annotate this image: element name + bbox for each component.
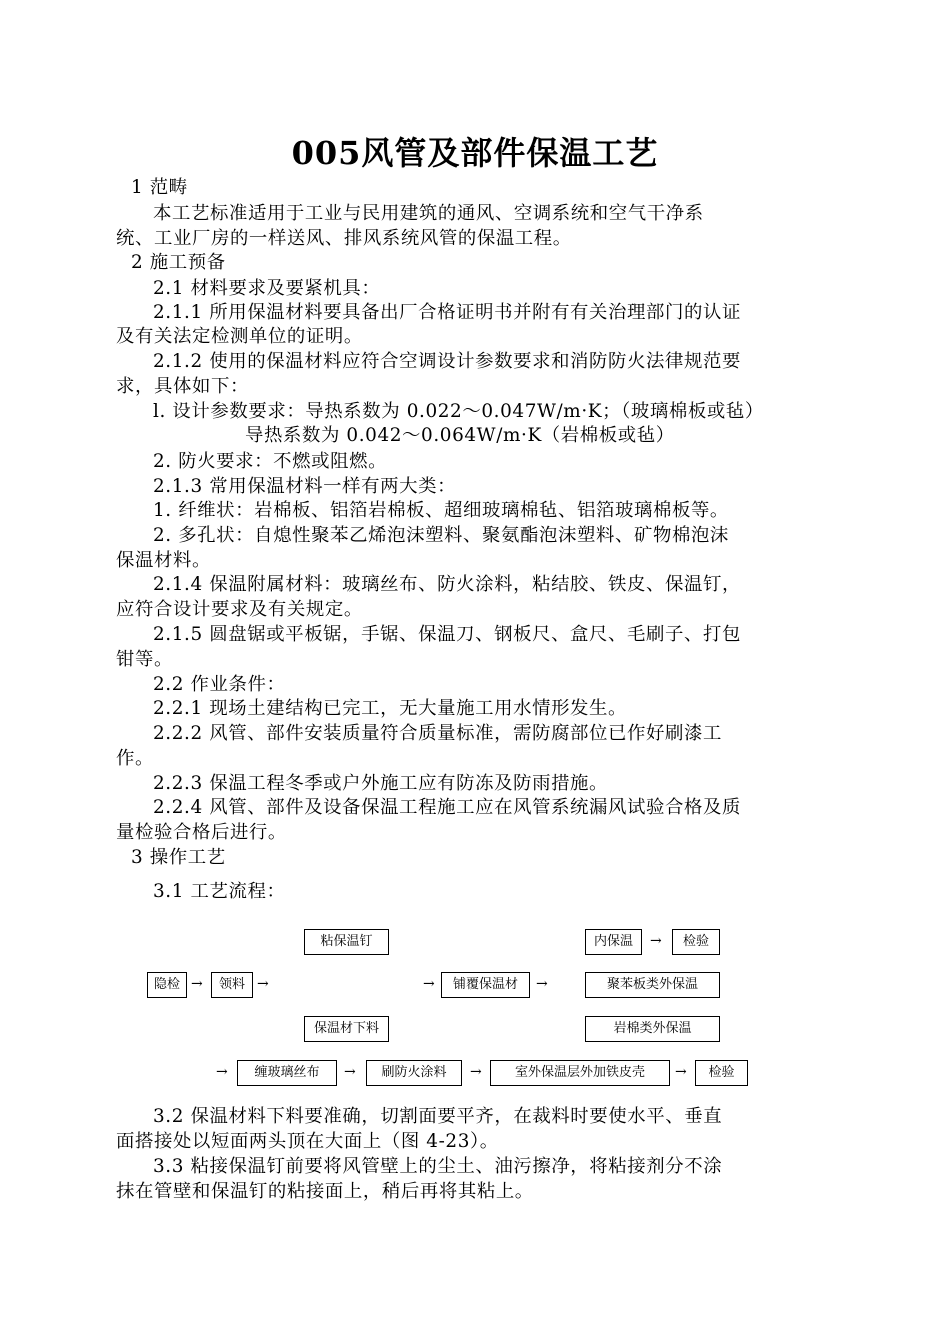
- paragraph-line: 导热系数为 0.042～0.064W/m·K（岩棉板或毡）: [245, 425, 675, 446]
- subsection-heading: 2.2 作业条件：: [153, 674, 286, 695]
- paragraph-line: 2.2.4 风管、部件及设备保温工程施工应在风管系统漏风试验合格及质: [153, 797, 741, 818]
- paragraph-line: 求，具体如下：: [116, 376, 249, 397]
- flow-step-box: 内保温: [585, 929, 642, 955]
- paragraph-line: 量检验合格后进行。: [116, 822, 287, 843]
- flow-step-box: 室外保温层外加铁皮壳: [490, 1060, 670, 1086]
- flow-arrow: →: [344, 1064, 356, 1080]
- paragraph-line: 钳等。: [116, 649, 173, 670]
- paragraph-line: 2. 多孔状：自熄性聚苯乙烯泡沫塑料、聚氨酯泡沫塑料、矿物棉泡沫: [153, 525, 729, 546]
- paragraph-line: 2.1.3 常用保温材料一样有两大类：: [153, 476, 457, 497]
- paragraph-line: 2.1.1 所用保温材料要具备出厂合格证明书并附有有关治理部门的认证: [153, 302, 741, 323]
- paragraph-line: 抹在管壁和保温钉的粘接面上，稍后再将其粘上。: [116, 1181, 534, 1202]
- flow-step-box: 领料: [211, 972, 253, 998]
- flow-arrow: →: [650, 933, 662, 949]
- flow-arrow: →: [536, 976, 548, 992]
- paragraph-line: 2. 防火要求：不燃或阻燃。: [153, 451, 388, 472]
- flow-arrow: →: [470, 1064, 482, 1080]
- paragraph-line: 面搭接处以短面两头顶在大面上（图 4-23）。: [116, 1131, 499, 1152]
- flow-step-box: 检验: [695, 1060, 748, 1086]
- flow-arrow: →: [216, 1064, 228, 1080]
- flow-step-box: 缠玻璃丝布: [237, 1060, 337, 1086]
- paragraph-line: l. 设计参数要求：导热系数为 0.022～0.047W/m·K；（玻璃棉板或毡）: [153, 401, 764, 422]
- paragraph-line: 2.2.1 现场土建结构已完工，无大量施工用水情形发生。: [153, 698, 628, 719]
- flow-step-box: 保温材下料: [304, 1016, 389, 1042]
- section-heading: 3 操作工艺: [131, 847, 226, 868]
- paragraph-line: 应符合设计要求及有关规定。: [116, 599, 363, 620]
- flow-step-box: 岩棉类外保温: [585, 1016, 720, 1042]
- paragraph-line: 2.1.5 圆盘锯或平板锯，手锯、保温刀、钢板尺、盒尺、毛刷子、打包: [153, 624, 741, 645]
- flow-arrow: →: [191, 976, 203, 992]
- paragraph-line: 2.1.2 使用的保温材料应符合空调设计参数要求和消防防火法律规范要: [153, 351, 741, 372]
- flow-step-box: 聚苯板类外保温: [585, 972, 720, 998]
- paragraph-line: 保温材料。: [116, 550, 211, 571]
- flow-step-box: 铺覆保温材: [441, 972, 530, 998]
- flow-arrow: →: [257, 976, 269, 992]
- document-title: 005风管及部件保温工艺: [291, 134, 659, 172]
- paragraph-line: 2.2.3 保温工程冬季或户外施工应有防冻及防雨措施。: [153, 773, 609, 794]
- section-heading: 2 施工预备: [131, 252, 226, 273]
- paragraph-line: 3.3 粘接保温钉前要将风管壁上的尘土、油污擦净，将粘接剂分不涂: [153, 1156, 723, 1177]
- paragraph-line: 2.2.2 风管、部件安装质量符合质量标准，需防腐部位已作好刷漆工: [153, 723, 722, 744]
- flow-step-box: 隐检: [147, 972, 187, 998]
- paragraph-line: 3.2 保温材料下料要准确，切割面要平齐，在裁料时要使水平、垂直: [153, 1106, 723, 1127]
- paragraph-line: 统、工业厂房的一样送风、排风系统风管的保温工程。: [116, 228, 572, 249]
- flow-step-box: 刷防火涂料: [366, 1060, 462, 1086]
- flow-step-box: 检验: [672, 929, 720, 955]
- flow-arrow: →: [423, 976, 435, 992]
- paragraph-line: 作。: [116, 748, 154, 769]
- flow-step-box: 粘保温钉: [304, 929, 389, 955]
- paragraph-line: 本工艺标准适用于工业与民用建筑的通风、空调系统和空气干净系: [153, 203, 704, 224]
- paragraph-line: 1. 纤维状：岩棉板、铝箔岩棉板、超细玻璃棉毡、铝箔玻璃棉板等。: [153, 500, 729, 521]
- paragraph-line: 2.1.4 保温附属材料：玻璃丝布、防火涂料，粘结胶、铁皮、保温钉，: [153, 574, 741, 595]
- flow-arrow: →: [675, 1064, 687, 1080]
- subsection-heading: 3.1 工艺流程：: [153, 881, 286, 902]
- section-heading: 1 范畴: [131, 177, 188, 198]
- subsection-heading: 2.1 材料要求及要紧机具：: [153, 278, 381, 299]
- paragraph-line: 及有关法定检测单位的证明。: [116, 326, 363, 347]
